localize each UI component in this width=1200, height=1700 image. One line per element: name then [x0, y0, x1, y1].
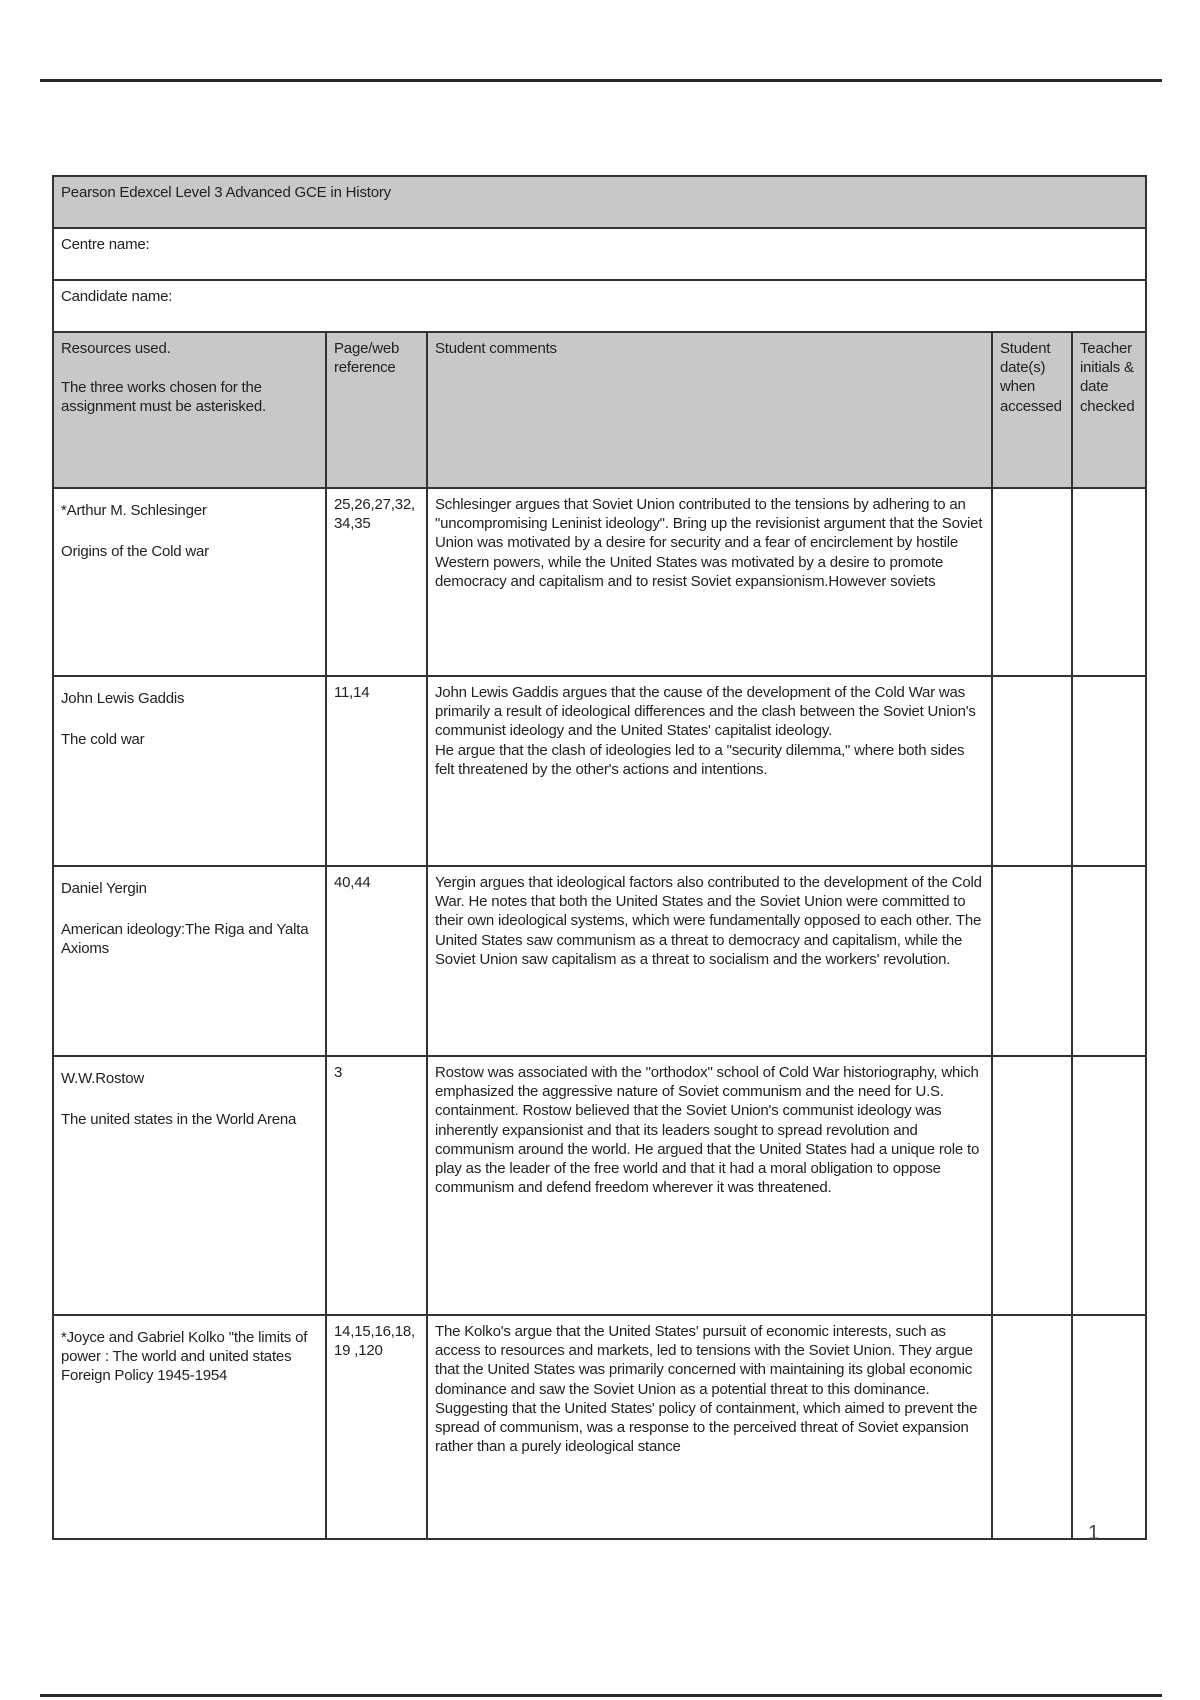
resource-title: The united states in the World Arena: [61, 1111, 297, 1129]
resource-author: *Joyce and Gabriel Kolko ''the limits of power : The world and united states Foreign Policy 1945-1954: [61, 1329, 308, 1385]
resource-author: Daniel Yergin: [61, 880, 147, 897]
student-comment[interactable]: Schlesinger argues that Soviet Union contributed to the tensions by adhering to an "uncompromising Leninist ideology". Bring up the revisionist argument that the Soviet Union was motivated by a desire for security and a fear of encirclement by hostile Western powers, while the United States was motivated by a desire to promote democracy and capitalism and to resist Soviet expansionism.However soviets: [427, 488, 992, 676]
bottom-rule: [40, 1694, 1162, 1697]
student-comment[interactable]: Yergin argues that ideological factors also contributed to the development of the Cold War. He notes that both the United States and the Soviet Union were committed to their own ideological systems, which were fundamentally opposed to each other. The United States saw communism as a threat to democracy and capitalism, while the Soviet Union saw capitalism as a threat to socialism and the workers' revolution.: [427, 866, 992, 1056]
student-comment[interactable]: [427, 676, 992, 866]
header-teacher-check: Teacher initials & date checked: [1072, 332, 1146, 488]
page-reference: 3: [326, 1056, 427, 1315]
header-row: [53, 332, 1146, 488]
page-reference: 25,26,27,32,34,35: [326, 488, 427, 676]
student-date-cell[interactable]: [992, 488, 1072, 676]
teacher-check-cell[interactable]: [1072, 488, 1146, 676]
table-row: [53, 1315, 1146, 1539]
resource-author: John Lewis Gaddis: [61, 690, 185, 707]
teacher-check-cell[interactable]: [1072, 1056, 1146, 1315]
student-date-cell[interactable]: [992, 1315, 1072, 1539]
page-reference: 11,14: [326, 676, 427, 866]
teacher-check-cell[interactable]: [1072, 1315, 1146, 1539]
candidate-name-field[interactable]: Candidate name:: [53, 280, 1146, 332]
centre-name-field[interactable]: Centre name:: [53, 228, 1146, 280]
student-comment-part1: John Lewis Gaddis argues that the cause of the development of the Cold War was primarily a result of ideological differences and the clash between the Soviet Union's communist ideology and the United States' capitalist ideology.: [435, 684, 976, 740]
table-row: [53, 866, 1146, 1056]
student-comment-part2: He argue that the clash of ideologies led to a "security dilemma," where both sides felt threatened by the other's actions and intentions.: [435, 741, 965, 778]
resource-author: *Arthur M. Schlesinger: [61, 502, 207, 519]
form-title: Pearson Edexcel Level 3 Advanced GCE in History: [53, 176, 1146, 228]
table-row: [53, 1056, 1146, 1315]
resource-cell: [53, 1056, 326, 1315]
top-rule: [40, 79, 1162, 82]
header-student-date: Student date(s) when accessed: [992, 332, 1072, 488]
candidate-name-row: [53, 280, 1146, 332]
teacher-check-cell[interactable]: [1072, 866, 1146, 1056]
header-page-ref: Page/web reference: [326, 332, 427, 488]
student-date-cell[interactable]: [992, 1056, 1072, 1315]
header-resources-line2: The three works chosen for the assignment must be asterisked.: [61, 379, 266, 416]
header-resources: [53, 332, 326, 488]
teacher-check-cell[interactable]: [1072, 676, 1146, 866]
page-number: 1: [1088, 1522, 1100, 1544]
table-row: [53, 676, 1146, 866]
header-comments: Student comments: [427, 332, 992, 488]
resource-cell: [53, 1315, 326, 1539]
resource-title: American ideology:The Riga and Yalta Axioms: [61, 921, 309, 958]
header-resources-line1: Resources used.: [61, 340, 171, 357]
resource-title: The cold war: [61, 731, 145, 749]
resource-cell: [53, 676, 326, 866]
centre-name-row: [53, 228, 1146, 280]
page-reference: 14,15,16,18,19 ,120: [326, 1315, 427, 1539]
resource-author: W.W.Rostow: [61, 1070, 145, 1087]
student-comment[interactable]: The Kolko's argue that the United States' pursuit of economic interests, such as access to resources and markets, led to tensions with the Soviet Union. They argue that the United States was primarily concerned with maintaining its global economic dominance and saw the Soviet Union as a potential threat to this dominance. Suggesting that the United States' policy of containment, which aimed to prevent the spread of communism, was a response to the perceived threat of Soviet expansion rather than a purely ideological stance: [427, 1315, 992, 1539]
student-date-cell[interactable]: [992, 866, 1072, 1056]
student-date-cell[interactable]: [992, 676, 1072, 866]
resource-record-table: [52, 175, 1147, 1540]
form-title-row: [53, 176, 1146, 228]
student-comment[interactable]: Rostow was associated with the "orthodox" school of Cold War historiography, which emphasized the aggressive nature of Soviet communism and the need for U.S. containment. Rostow believed that the Soviet Union's communist ideology was inherently expansionist and that its leaders sought to spread revolution and communism around the world. He argued that the United States had a unique role to play as the leader of the free world and that it had a moral obligation to oppose communism and defend freedom wherever it was threatened.: [427, 1056, 992, 1315]
resource-cell: [53, 488, 326, 676]
resource-title: Origins of the Cold war: [61, 543, 209, 561]
resource-cell: [53, 866, 326, 1056]
table-row: [53, 488, 1146, 676]
page-reference: 40,44: [326, 866, 427, 1056]
